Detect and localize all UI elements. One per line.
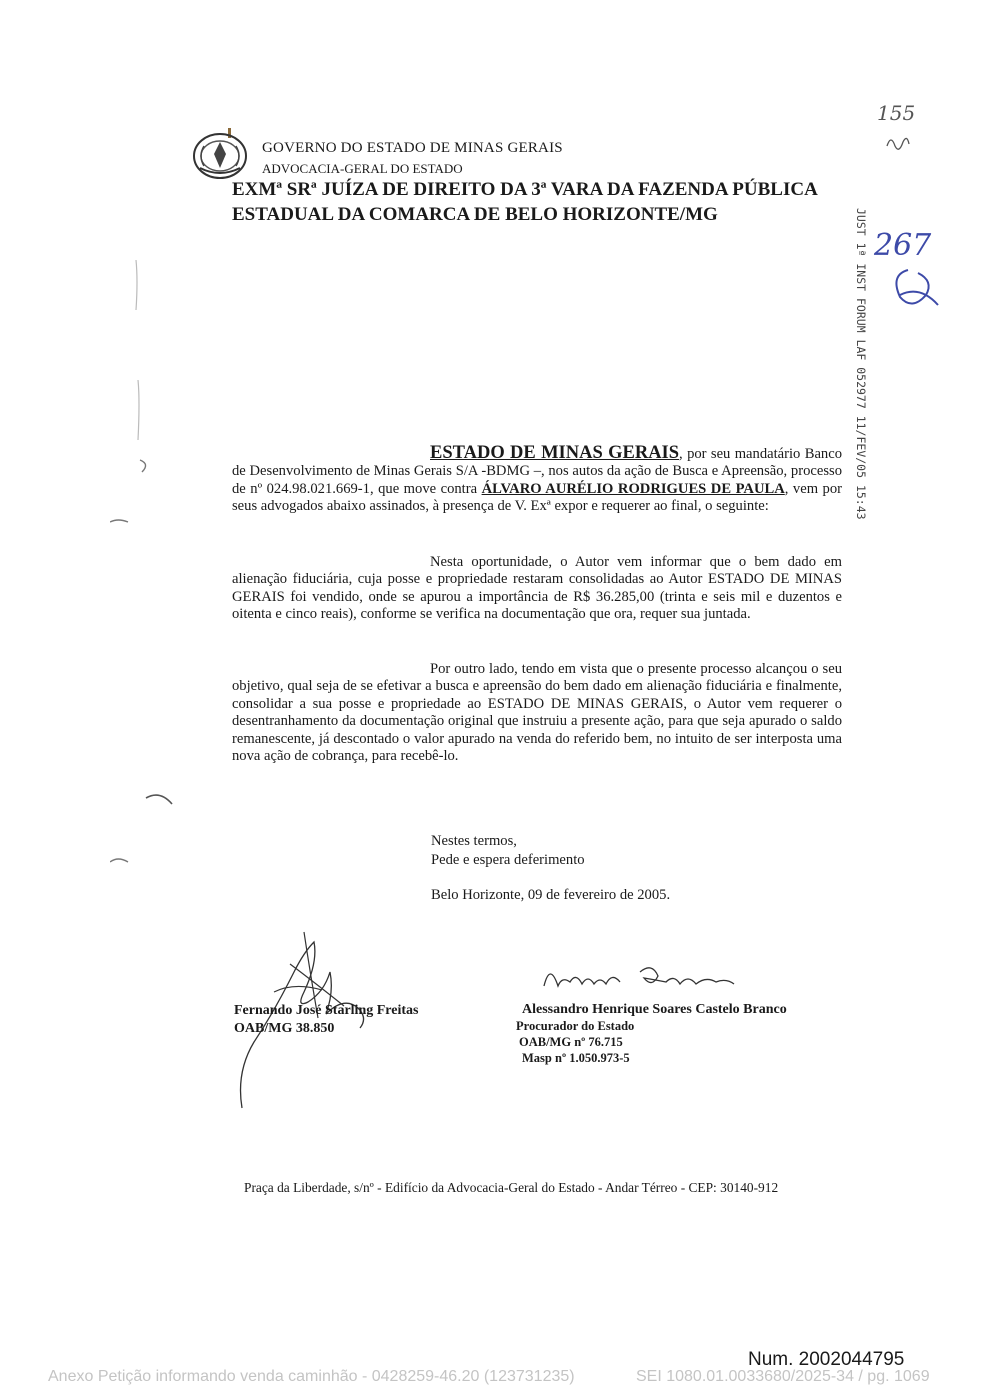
sei-attachment-label: Anexo Petição informando venda caminhão - 0428259-46.20 (123731235) bbox=[48, 1368, 575, 1385]
signatory-left-name: Fernando José Starling Freitas bbox=[234, 1003, 419, 1018]
paragraph-request-text: Por outro lado, tendo em vista que o presente processo alcançou o seu objetivo, qual seja de se efetivar a busca e apreensão do bem dado em alienação fiduciária e finalmente, consolidar a sua posse e propriedade ao ESTADO DE MINAS GERAIS, o Autor vem requerer o desentranhamento da documentação original que instruiu a presente ação, para que seja apurado o saldo remanescente, já descontado o valor apurado na venda do referido bem, no intuito de ser interposta uma nova ação de cobrança, para recebê-lo. bbox=[232, 661, 842, 765]
paragraph-intro-text-b: , vem por seus advogados abaixo assinados, à presença de V. Exª expor e requerer ao final, o seguinte: bbox=[232, 480, 842, 515]
signatory-left-oab: OAB/MG 38.850 bbox=[234, 1021, 335, 1036]
signatory-right-name: Alessandro Henrique Soares Castelo Branco bbox=[522, 1002, 787, 1017]
addressee-line-2: ESTADUAL DA COMARCA DE BELO HORIZONTE/MG bbox=[232, 204, 718, 225]
handwritten-folio-text: 267 bbox=[874, 228, 932, 263]
state-seal-icon bbox=[190, 128, 250, 180]
receipt-stamp: JUST 1ª INST FORUM LAF 052977 11/FEV/05 15:43 bbox=[854, 208, 868, 520]
paragraph-intro-text-a: , por seu mandatário Banco de Desenvolvimento de Minas Gerais S/A -BDMG –, nos autos da ação de Busca e Apreensão, processo de nº 024.98.021.669-1, que move contra bbox=[232, 446, 842, 497]
handwritten-folio bbox=[868, 215, 948, 315]
signatory-left bbox=[234, 1002, 418, 1038]
document-number: Num. 2002044795 bbox=[748, 1349, 905, 1370]
agency-name: ADVOCACIA-GERAL DO ESTADO bbox=[262, 161, 463, 176]
signatory-right bbox=[516, 1002, 787, 1066]
paragraph-sale-notice-text: Nesta oportunidade, o Autor vem informar que o bem dado em alienação fiduciária, cuja posse e propriedade restaram consolidadas ao Autor ESTADO DE MINAS GERAIS foi vendido, onde se apurou a importância de R$ 36.285,00 (trinta e seis mil e duzentos e oitenta e cinco reais), conforme se verifica na documentação que ora, requer sua juntada. bbox=[232, 554, 842, 623]
closing-line-2: Pede e espera deferimento bbox=[431, 852, 585, 868]
handwritten-page-number bbox=[873, 94, 943, 164]
closing-formula bbox=[431, 832, 585, 870]
footer-address: Praça da Liberdade, s/nº - Edifício da Advocacia-Geral do Estado - Andar Térreo - CEP: 30140-912 bbox=[244, 1180, 779, 1195]
place-and-date: Belo Horizonte, 09 de fevereiro de 2005. bbox=[431, 887, 671, 903]
margin-marks bbox=[110, 250, 190, 900]
signatory-right-oab: OAB/MG nº 76.715 bbox=[519, 1035, 623, 1049]
paragraph-sale-notice bbox=[232, 554, 842, 624]
paragraph-intro bbox=[232, 445, 842, 516]
signatory-right-role: Procurador do Estado bbox=[516, 1019, 635, 1033]
closing-line-1: Nestes termos, bbox=[431, 833, 517, 849]
government-name: GOVERNO DO ESTADO DE MINAS GERAIS bbox=[262, 140, 563, 156]
addressee bbox=[232, 177, 818, 227]
paragraph-request bbox=[232, 661, 842, 765]
sei-process-page: SEI 1080.01.0033680/2025-34 / pg. 1069 bbox=[636, 1368, 930, 1385]
signatory-right-masp: Masp nº 1.050.973-5 bbox=[522, 1051, 630, 1065]
defendant-name: ÁLVARO AURÉLIO RODRIGUES DE PAULA bbox=[481, 480, 785, 497]
signature-right bbox=[540, 958, 740, 996]
handwritten-page-number-text: 155 bbox=[877, 101, 916, 125]
plaintiff-name: ESTADO DE MINAS GERAIS bbox=[430, 443, 680, 463]
addressee-line-1: EXMª SRª JUÍZA DE DIREITO DA 3ª VARA DA FAZENDA PÚBLICA bbox=[232, 179, 818, 200]
